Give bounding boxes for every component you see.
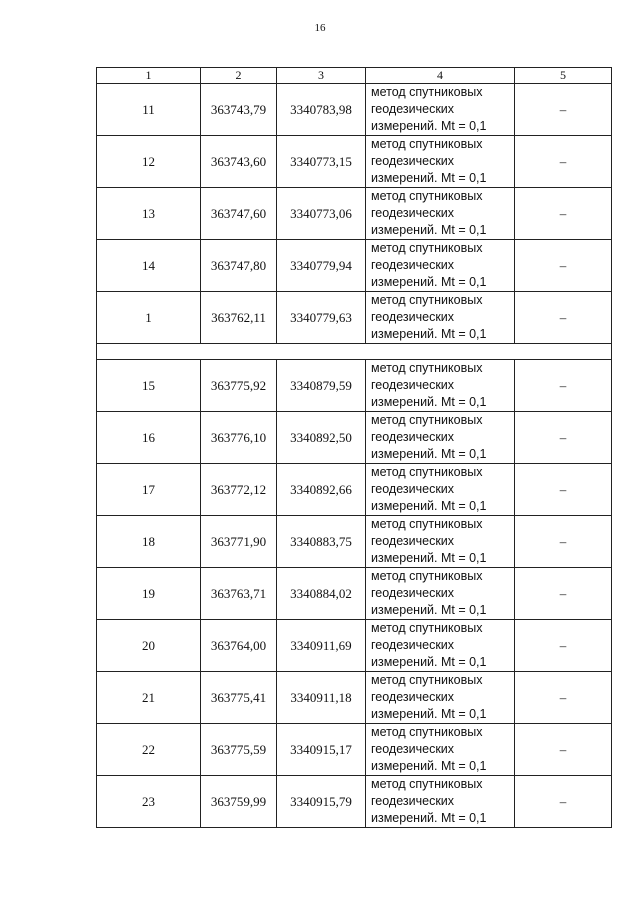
x-coordinate-cell: 363775,59 [201, 724, 277, 776]
section-separator-row [97, 344, 612, 360]
table-row [97, 360, 612, 412]
x-coordinate-cell: 363762,11 [201, 292, 277, 344]
column-5-cell: – [515, 292, 612, 344]
method-line: измерений. Mt = 0,1 [371, 655, 487, 669]
column-5-cell: – [515, 84, 612, 136]
column-5-cell: – [515, 412, 612, 464]
table-row [97, 188, 612, 240]
column-5-cell: – [515, 776, 612, 828]
method-line: измерений. Mt = 0,1 [371, 223, 487, 237]
method-line: измерений. Mt = 0,1 [371, 811, 487, 825]
x-coordinate-cell: 363743,79 [201, 84, 277, 136]
method-cell [366, 412, 515, 464]
column-5-cell: – [515, 724, 612, 776]
x-coordinate-cell: 363743,60 [201, 136, 277, 188]
method-line: измерений. Mt = 0,1 [371, 395, 487, 409]
y-coordinate-cell: 3340884,02 [277, 568, 366, 620]
method-line: измерений. Mt = 0,1 [371, 171, 487, 185]
table-row [97, 724, 612, 776]
x-coordinate-cell: 363776,10 [201, 412, 277, 464]
method-line: метод спутниковых [371, 85, 483, 99]
header-col-4: 4 [366, 68, 515, 84]
table-row [97, 776, 612, 828]
method-line: метод спутниковых [371, 673, 483, 687]
method-line: измерений. Mt = 0,1 [371, 327, 487, 341]
y-coordinate-cell: 3340773,06 [277, 188, 366, 240]
table-row [97, 516, 612, 568]
table-row [97, 620, 612, 672]
method-line: метод спутниковых [371, 725, 483, 739]
point-number-cell: 18 [97, 516, 201, 568]
y-coordinate-cell: 3340883,75 [277, 516, 366, 568]
point-number-cell: 11 [97, 84, 201, 136]
method-line: измерений. Mt = 0,1 [371, 759, 487, 773]
method-line: метод спутниковых [371, 517, 483, 531]
x-coordinate-cell: 363763,71 [201, 568, 277, 620]
method-line: геодезических [371, 206, 455, 220]
method-line: метод спутниковых [371, 293, 483, 307]
column-5-cell: – [515, 188, 612, 240]
y-coordinate-cell: 3340773,15 [277, 136, 366, 188]
table-row [97, 672, 612, 724]
column-5-cell: – [515, 464, 612, 516]
method-line: геодезических [371, 430, 455, 444]
method-line: геодезических [371, 794, 455, 808]
method-cell [366, 724, 515, 776]
method-line: геодезических [371, 690, 455, 704]
header-col-1: 1 [97, 68, 201, 84]
point-number-cell: 17 [97, 464, 201, 516]
method-line: измерений. Mt = 0,1 [371, 603, 487, 617]
y-coordinate-cell: 3340911,69 [277, 620, 366, 672]
column-5-cell: – [515, 360, 612, 412]
column-5-cell: – [515, 620, 612, 672]
y-coordinate-cell: 3340779,63 [277, 292, 366, 344]
method-line: измерений. Mt = 0,1 [371, 119, 487, 133]
method-cell [366, 292, 515, 344]
method-line: геодезических [371, 102, 455, 116]
x-coordinate-cell: 363759,99 [201, 776, 277, 828]
y-coordinate-cell: 3340915,17 [277, 724, 366, 776]
x-coordinate-cell: 363775,92 [201, 360, 277, 412]
column-5-cell: – [515, 516, 612, 568]
method-cell [366, 188, 515, 240]
method-line: метод спутниковых [371, 361, 483, 375]
point-number-cell: 15 [97, 360, 201, 412]
column-5-cell: – [515, 568, 612, 620]
method-line: метод спутниковых [371, 569, 483, 583]
x-coordinate-cell: 363772,12 [201, 464, 277, 516]
table-row [97, 240, 612, 292]
point-number-cell: 14 [97, 240, 201, 292]
method-cell [366, 136, 515, 188]
method-cell [366, 464, 515, 516]
x-coordinate-cell: 363771,90 [201, 516, 277, 568]
method-cell [366, 672, 515, 724]
table-row [97, 292, 612, 344]
method-line: геодезических [371, 258, 455, 272]
point-number-cell: 12 [97, 136, 201, 188]
y-coordinate-cell: 3340779,94 [277, 240, 366, 292]
y-coordinate-cell: 3340892,66 [277, 464, 366, 516]
y-coordinate-cell: 3340911,18 [277, 672, 366, 724]
separator-cell [97, 344, 612, 360]
table-header-row [97, 68, 612, 84]
method-line: геодезических [371, 742, 455, 756]
method-line: метод спутниковых [371, 777, 483, 791]
method-line: измерений. Mt = 0,1 [371, 499, 487, 513]
y-coordinate-cell: 3340783,98 [277, 84, 366, 136]
method-line: геодезических [371, 638, 455, 652]
point-number-cell: 1 [97, 292, 201, 344]
y-coordinate-cell: 3340879,59 [277, 360, 366, 412]
method-line: метод спутниковых [371, 189, 483, 203]
point-number-cell: 19 [97, 568, 201, 620]
table-row [97, 136, 612, 188]
point-number-cell: 21 [97, 672, 201, 724]
method-line: геодезических [371, 482, 455, 496]
header-col-5: 5 [515, 68, 612, 84]
method-line: измерений. Mt = 0,1 [371, 707, 487, 721]
x-coordinate-cell: 363747,80 [201, 240, 277, 292]
table-row [97, 412, 612, 464]
method-cell [366, 568, 515, 620]
method-cell [366, 240, 515, 292]
method-line: измерений. Mt = 0,1 [371, 447, 487, 461]
method-line: метод спутниковых [371, 621, 483, 635]
table-row [97, 464, 612, 516]
x-coordinate-cell: 363775,41 [201, 672, 277, 724]
method-line: метод спутниковых [371, 413, 483, 427]
column-5-cell: – [515, 672, 612, 724]
point-number-cell: 23 [97, 776, 201, 828]
method-line: метод спутниковых [371, 241, 483, 255]
header-col-3: 3 [277, 68, 366, 84]
column-5-cell: – [515, 240, 612, 292]
column-5-cell: – [515, 136, 612, 188]
point-number-cell: 16 [97, 412, 201, 464]
coordinates-table [96, 67, 612, 828]
method-line: метод спутниковых [371, 137, 483, 151]
method-line: геодезических [371, 534, 455, 548]
point-number-cell: 20 [97, 620, 201, 672]
method-line: геодезических [371, 378, 455, 392]
table-row [97, 84, 612, 136]
method-line: измерений. Mt = 0,1 [371, 275, 487, 289]
y-coordinate-cell: 3340892,50 [277, 412, 366, 464]
method-line: геодезических [371, 154, 455, 168]
method-cell [366, 360, 515, 412]
method-cell [366, 516, 515, 568]
method-line: измерений. Mt = 0,1 [371, 551, 487, 565]
method-line: геодезических [371, 310, 455, 324]
method-cell [366, 776, 515, 828]
page-number: 16 [314, 22, 326, 34]
point-number-cell: 13 [97, 188, 201, 240]
point-number-cell: 22 [97, 724, 201, 776]
method-line: метод спутниковых [371, 465, 483, 479]
method-cell [366, 84, 515, 136]
method-cell [366, 620, 515, 672]
header-col-2: 2 [201, 68, 277, 84]
x-coordinate-cell: 363764,00 [201, 620, 277, 672]
y-coordinate-cell: 3340915,79 [277, 776, 366, 828]
table-row [97, 568, 612, 620]
method-line: геодезических [371, 586, 455, 600]
table-body [97, 68, 612, 828]
x-coordinate-cell: 363747,60 [201, 188, 277, 240]
